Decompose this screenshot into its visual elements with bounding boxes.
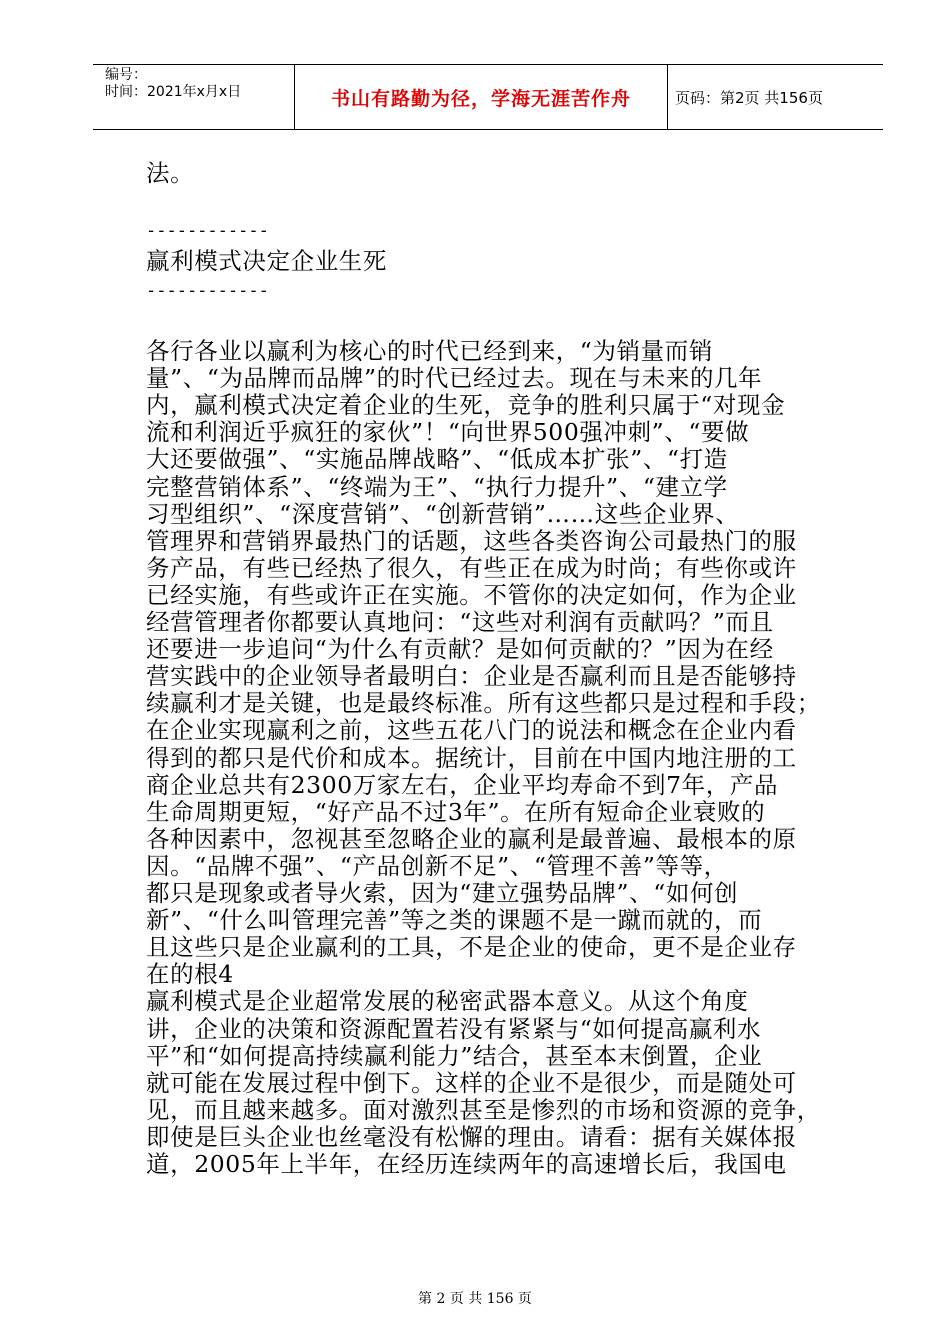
section-heading: 赢利模式决定企业生死 [146,247,387,275]
body-text-line: 在企业实现赢利之前，这些五花八门的说法和概念在企业内看 [146,716,797,745]
body-text-line: 商企业总共有2300万家左右，企业平均寿命不到7年，产品 [146,770,779,799]
page-header [93,64,883,130]
header-meta [93,65,293,131]
body-text-line: 续赢利才是关键，也是最终标准。所有这些都只是过程和手段； [146,689,821,718]
body-text-line: 生命周期更短，“好产品不过3年”。在所有短命企业衰败的 [146,797,766,826]
body-text-line: 道，2005年上半年，在经历连续两年的高速增长后，我国电 [146,1150,787,1178]
body-text-line: 即使是巨头企业也丝毫没有松懈的理由。请看：据有关媒体报 [146,1122,797,1151]
body-text-line: 营实践中的企业领导者最明白：企业是否赢利而且是否能够持 [146,662,797,691]
body-text-line: 务产品，有些已经热了很久，有些正在成为时尚；有些你或许 [146,553,797,582]
header-page-info: 页码：第2页 共156页 [675,88,823,107]
section-divider: ------------ [146,221,269,241]
body-text-line: 赢利模式是企业超常发展的秘密武器本意义。从这个角度 [146,987,749,1016]
body-text-line: 且这些只是企业赢利的工具，不是企业的使命，更不是企业存 [146,933,797,962]
body-text-line: 都只是现象或者导火索，因为“建立强势品牌”、“如何创 [146,879,739,907]
section-divider: ------------ [146,281,269,301]
body-text-line: 得到的都只是代价和成本。据统计，目前在中国内地注册的工 [146,743,797,772]
header-page-info-cell [667,65,891,129]
body-text-line: 各行各业以赢利为核心的时代已经到来，“为销量而销 [146,337,713,365]
header-time-label: 时间：2021年x月x日 [105,84,242,100]
body-text-line: 见，而且越来越多。面对激烈甚至是惨烈的市场和资源的竞争， [146,1095,821,1124]
body-text-line: 管理界和营销界最热门的话题，这些各类咨询公司最热门的服 [146,526,797,555]
body-text-line: 习型组织”、“深度营销”、“创新营销”……这些企业界、 [146,499,740,528]
body-text-line: 各种因素中，忽视甚至忽略企业的赢利是最普遍、最根本的原 [146,824,797,853]
body-text-line: 因。“品牌不强”、“产品创新不足”、“管理不善”等等， [146,851,728,880]
body-text-line: 流和利润近乎疯狂的家伙”！“向世界500强冲刺”、“要做 [146,418,750,447]
body-text-line: 平”和“如何提高持续赢利能力”结合，甚至本末倒置，企业 [146,1041,763,1070]
body-text-line: 讲，企业的决策和资源配置若没有紧紧与“如何提高赢利水 [146,1014,762,1043]
header-number-label: 编号： [105,67,147,83]
body-text-line: 大还要做强”、“实施品牌战略”、“低成本扩张”、“打造 [146,445,728,474]
header-motto: 书山有路勤为径，学海无涯苦作舟 [330,87,631,110]
body-text-line: 还要进一步追问“为什么有贡献？是如何贡献的？”因为在经 [146,635,774,664]
body-text-line: 新”、“什么叫管理完善”等之类的课题不是一蹴而就的，而 [146,906,763,935]
body-text-line: 完整营销体系”、“终端为王”、“执行力提升”、“建立学 [146,472,728,501]
body-text-line: 法。 [146,159,195,187]
body-text-line: 经营管理者你都要认真地问：“这些对利润有贡献吗？”而且 [146,608,774,636]
header-motto-cell [294,65,668,129]
body-text-line: 量”、“为品牌而品牌”的时代已经过去。现在与未来的几年 [146,364,763,393]
body-text-line: 就可能在发展过程中倒下。这样的企业不是很少，而是随处可 [146,1068,797,1097]
body-text-line: 已经实施，有些或许正在实施。不管你的决定如何，作为企业 [146,580,797,609]
body-text-line: 内，赢利模式决定着企业的生死，竞争的胜利只属于“对现金 [146,391,786,420]
body-text-line: 在的根4 [146,960,234,989]
page-footer: 第 2 页 共 156 页 [418,1291,532,1307]
